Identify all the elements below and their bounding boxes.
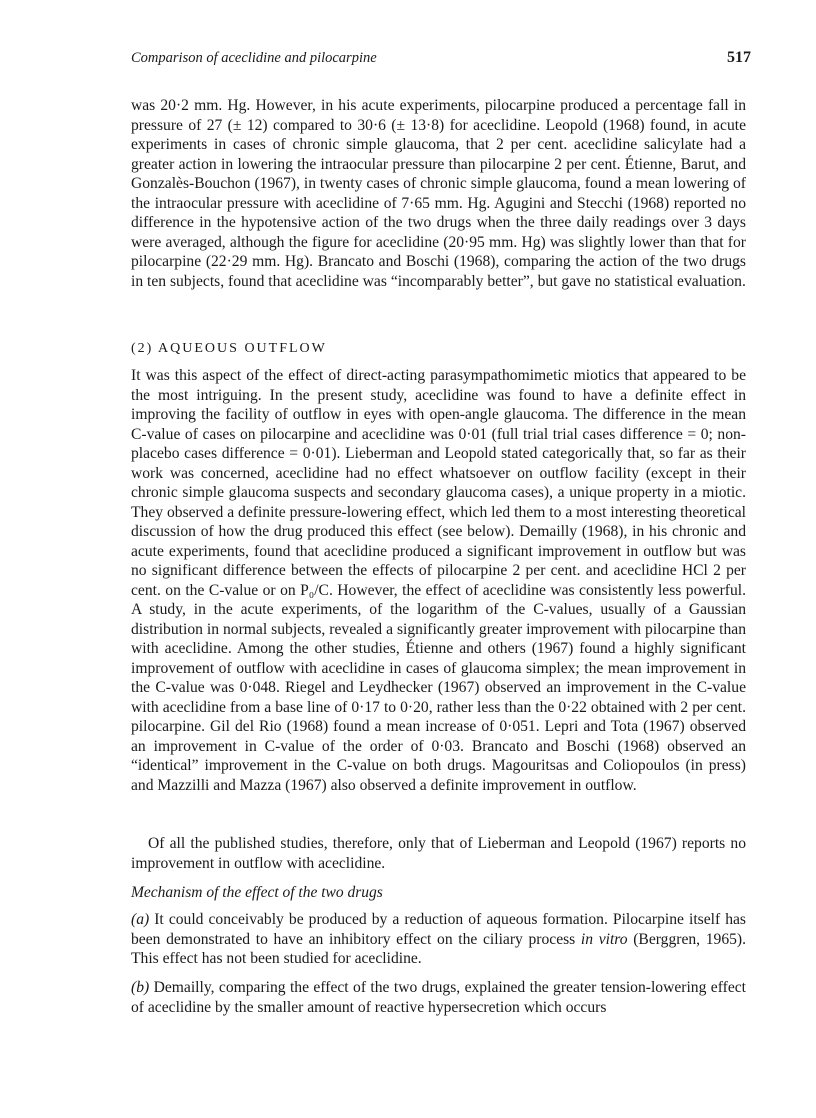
- paragraph-a-text-2: (Berggren, 1965). This effect has not been studied for aceclidine.: [131, 930, 747, 967]
- paragraph-a-italic: in vitro: [580, 930, 628, 948]
- section-heading-mechanism: Mechanism of the effect of the two drugs: [131, 884, 383, 901]
- item-label-a: (a): [131, 911, 150, 928]
- paragraph-summary: Of all the published studies, therefore, only that of Lieberman and Leopold (1967) reports no improvement in outflow with aceclidine.: [131, 835, 746, 872]
- running-head: [131, 50, 751, 72]
- paragraph-a-text-1: It could conceivably be produced by a reduction of aqueous formation. Pilocarpine itself has been demonstrated to have an inhibitory effect on the ciliary process: [131, 911, 746, 948]
- paragraph-aqueous-outflow: It was this aspect of the effect of direct-acting parasympathomimetic miotics that appeared to be the most intriguing. In the present study, aceclidine was found to have a definite effect in improving the facility of outflow in eyes with open-angle glaucoma. The difference in the mean C-value of cases on pilocarpine and aceclidine was 0·01 (full trial trial cases difference = 0; non-placebo cases difference = 0·01). Lieberman and Leopold stated categorically that, so far as their work was concerned, aceclidine had no effect whatsoever on outflow facility (except in their chronic simple glaucoma suspects and secondary glaucoma cases), a unique property in a miotic. They observed a definite pressure-lowering effect, which led them to a most interesting theoretical discussion of how the drug produced this effect (see below). Demailly (1968), in his chronic and acute experiments, found that aceclidine produced a significant improvement in outflow but was no significant difference between the effects of pilocarpine 2 per cent. and aceclidine HCl 2 per cent. on the C-value or on P₀/C. However, the effect of aceclidine was consistently less powerful. A study, in the acute experiments, of the logarithm of the C-values, usually of a Gaussian distribution in normal subjects, revealed a significantly greater improvement with pilocarpine than with aceclidine. Among the other studies, Étienne and others (1967) found a highly significant improvement of outflow with aceclidine in cases of glaucoma simplex; the mean improvement in the C-value was 0·048. Riegel and Leydhecker (1967) observed an improvement in the C-value with aceclidine from a base line of 0·17 to 0·20, rather less than the 0·22 obtained with 2 per cent. pilocarpine. Gil del Rio (1968) found a mean increase of 0·051. Lepri and Tota (1967) observed an improvement in C-value of the order of 0·03. Brancato and Boschi (1968) observed an “identical” improvement in the C-value on both drugs. Magouritsas and Coliopoulos (in press) and Mazzilli and Mazza (1967) also observed a definite improvement in outflow.: [131, 367, 746, 794]
- paragraph-b-text: Demailly, comparing the effect of the two drugs, explained the greater tension-lowering effect of aceclidine by the smaller amount of reactive hypersecretion which occurs: [131, 979, 746, 1016]
- paragraph-pressure-results: was 20·2 mm. Hg. However, in his acute experiments, pilocarpine produced a percentage fall in pressure of 27 (± 12) compared to 30·6 (± 13·8) for aceclidine. Leopold (1968) found, in acute experiments in cases of chronic simple glaucoma, that 2 per cent. aceclidine salicylate had a greater action in lowering the intraocular pressure than pilocarpine 2 per cent. Étienne, Barut, and Gonzalès-Bouchon (1967), in twenty cases of chronic simple glaucoma, found a mean lowering of the intraocular pressure with aceclidine of 7·65 mm. Hg. Agugini and Stecchi (1968) reported no difference in the hypotensive action of the two drugs when the three daily readings over 3 days were averaged, although the figure for aceclidine (20·95 mm. Hg) was slightly lower than that for pilocarpine (22·29 mm. Hg). Brancato and Boschi (1968), comparing the action of the two drugs in ten subjects, found that aceclidine was “incomparably better”, but gave no statistical evaluation.: [131, 97, 746, 290]
- page-number: 517: [727, 49, 751, 66]
- section-heading-aqueous-outflow: (2) AQUEOUS OUTFLOW: [131, 341, 327, 356]
- paragraph-mechanism-b: [131, 978, 746, 1017]
- running-head-title: Comparison of aceclidine and pilocarpine: [131, 50, 377, 66]
- item-label-b: (b): [131, 979, 150, 996]
- paragraph-mechanism-a: [131, 910, 746, 969]
